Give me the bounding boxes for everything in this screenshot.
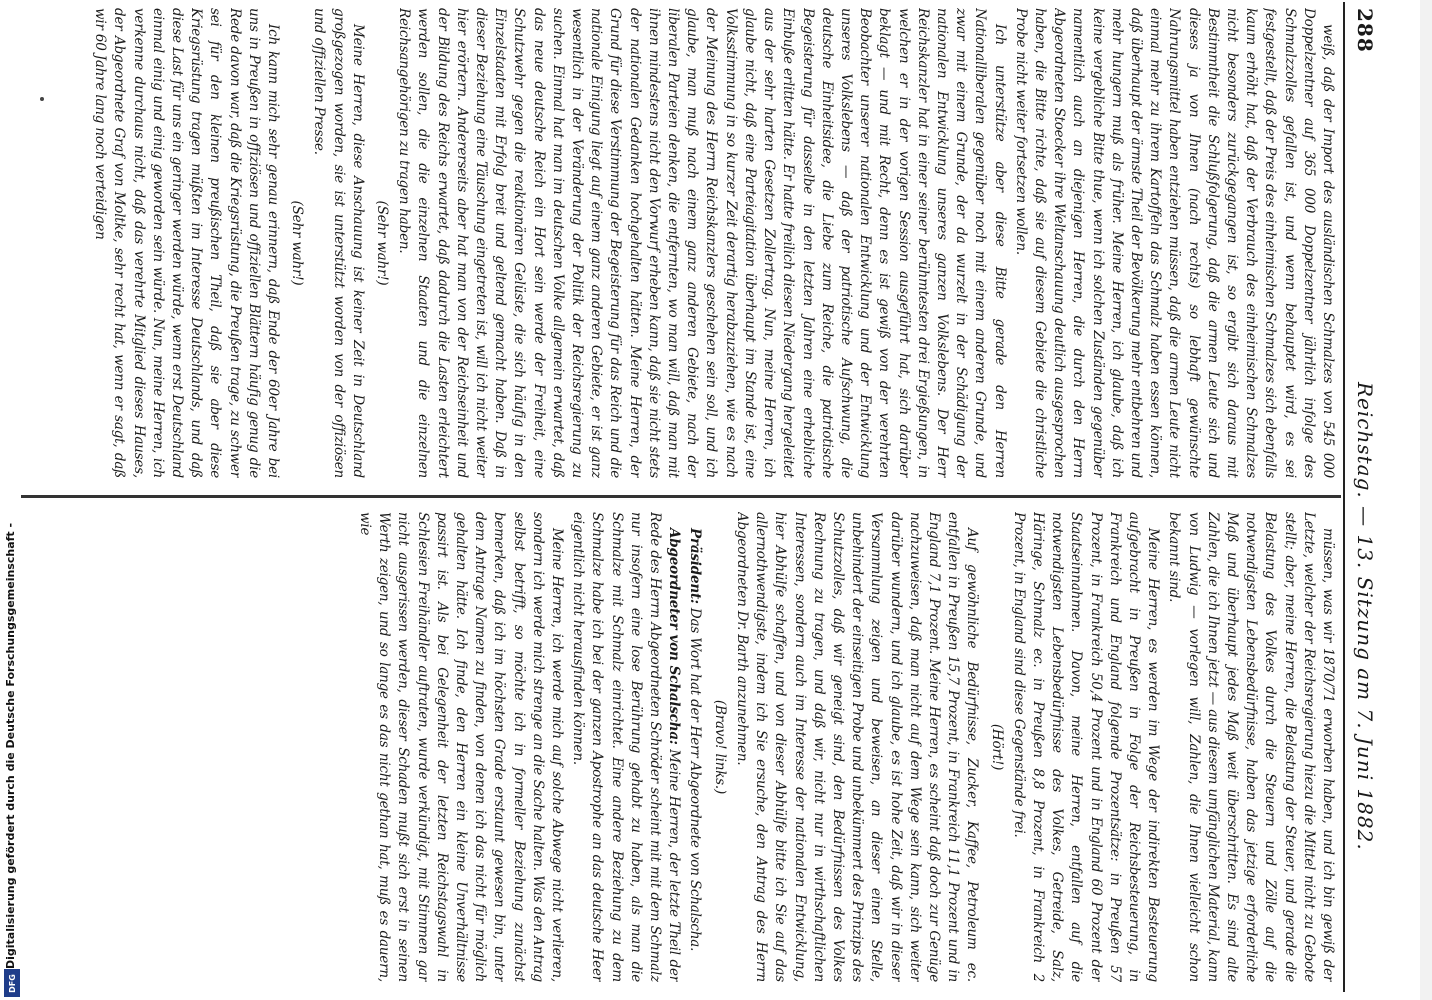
- page-number: 288: [1353, 8, 1377, 53]
- speaker-name: Abgeordneter von Schalscha:: [666, 528, 683, 745]
- scan-speck: [40, 97, 44, 101]
- page-edge: [1420, 0, 1432, 1000]
- right-text-column: [37, 512, 1337, 982]
- credit-strip: [2, 522, 22, 1000]
- speaker-paragraph: [568, 512, 683, 982]
- speaker-name: Präsident:: [687, 528, 704, 604]
- body-paragraph: Ich unterstütze aber diese Bitte gerade den Herren Nationalliberalen gegenüber noch mit einem anderen Grunde, und zwar mit einem Grunde, der da wurzelt in der Schädigung der nationalen Entwicklung unseres ganzen Volkslebens. Der Herr Reichskanzler hat in einer seiner berühmtesten drei Ergießungen, in welchen er in der vorigen Session ausgeführt hat, sich darüber beklagt — und mit Recht, denn es ist gewiß von der verehrten Beobachter unserer nationalen Entwicklung und der Entwicklung unseres Volkslebens — daß der patriotische Aufschwung, die deutsche Einheitsidee, die Liebe zum Reiche, die patriotische Begeisterung für dasselbe in den letzten Jahren eine erhebliche Einbuße erlitten hätte. Er hatte freilich diesen Niedergang hergeleitet aus der sehr harten Gesetzen Zollertrag. Nun, meine Herren, ich glaube nicht, daß eine Parteiagitation überhaupt im Stande ist, eine Volksstimmung in so kurzer Zeit derartig herabzuziehen, wie es nach der Meinung des Herrn Reichskanzlers geschehen sein soll, und ich glaube, man muß nach einem ganz anderen Gebiete, nach der liberalen Parteien denken, die entfernten, wo man will, daß man mit ihnen mindestens nicht den Vorwurf erheben kann, daß sie nicht stets der nationalen Gedanken hochgehalten hätten. Meine Herren, der Grund für diese Verstimmung der Begeisterung für das Reich und die nationale Einigung liegt auf einem ganz anderen Gebiete, er ist ganz wesentlich in der Veränderung der Politik der Reichsregierung zu suchen. Einmal hat man im deutschen Volke allgemein erwartet, daß das neue deutsche Reich ein Hort sein werde der Freiheit, eine Schutzwehr gegen die reaktionären Gelüste, die sich häufig in den Einzelstaaten mit Erfolg breit und geltend gemacht haben. Daß in dieser Beziehung eine Täuschung eingetreten ist, will ich nicht weiter hier erörtern. Andererseits aber hat man von der Reichseinheit und der Bildung des Reichs erwartet, daß dadurch die Lasten erleichtert werden sollen, die die einzelnen Staaten und die einzelnen Reichsangehörigen zu tragen haben.: [396, 8, 1008, 478]
- body-paragraph: Ich kann mich sehr genau erinnern, daß Ende der 60er Jahre bei uns in Preußen in offiziösen und offiziellen Blättern häufig genug die Rede davon war, daß die Kriegsrüstung, die Preußen trage, zu schwer sei für den kleinen preußischen Theil, daß sie aber diese Kriegsrüstung tragen müßten im Interesse Deutschlands, und daß diese Last für uns ein geringer werden würde, wenn erst Deutschland einmal einig und einig geworden sein würde. Nun, meine Herren, ich verkenne durchaus nicht, daß das verehrte Mitglied dieses Hauses, der Abgeordnete Graf von Moltke, sehr recht hat, wenn er sagt, daß wir 60 Jahre lang noch verteidigen: [92, 8, 282, 478]
- dfg-logo-text: DFG: [7, 973, 17, 993]
- body-paragraph: Meine Herren, es werden im Wege der indirekten Besteuerung aufgebracht in Preußen in Folge der Reichsbesteuerung, in Frankreich und England folgende Prozentsätze: in Preußen 57 Prozent, in Frankreich 50,4 Prozent und in England 60 Prozent der Staatseinnahmen. Davon, meine Herren, entfallen auf die notwendigsten Lebensbedürfnisse des Volkes, Getreide, Salz, Häringe, Schmalz ec. in Preußen 8,8 Prozent, in Frankreich 2 Prozent, in England sind diese Gegenstände frei.: [1010, 512, 1162, 982]
- dfg-logo-icon: [4, 969, 20, 997]
- funding-credit: Digitalisierung gefördert durch die Deutsche Forschungsgemeinschaft -: [4, 522, 17, 969]
- page-title: Reichstag. — 13. Sitzung am 7. Juni 1882.: [1353, 382, 1377, 851]
- body-paragraph: Auf gewöhnliche Bedürfnisse, Zucker, Kaffee, Petroleum ec. entfallen in Preußen 15,7 Prozent, in Frankreich 11,1 Prozent und in England 7,1 Prozent. Meine Herren, es scheint daß doch zur Genüge nachzuweisen, daß man nicht auf dem Wege sein kann, sich weiter darüber wundern, und ich glaube, es ist hohe Zeit, daß wir in dieser Versammlung zeigen und beweisen, an dieser einen Stelle, unbehindert der einseitigen Probe und unbekümmert des Prinzips des Schutzzolles, daß wir geneigt sind, den Bedürfnissen des Volkes Rechnung zu tragen, und daß wir, nicht nur in wirthschaftlichen Interessen, sondern auch im Interesse der nationalen Entwicklung, hier Abhülfe schaffen, und von dieser Abhülfe bitte ich Sie auf das allernothwendigste, indem ich Sie ersuche, den Antrag des Herrn Abgeordneten Dr. Barth anzunehmen.: [733, 512, 981, 982]
- rotated-page: [14, 2, 1389, 992]
- speaker-text: Meine Herren, der letzte Theil der Rede des Herrn Abgeordneten Schröder scheint mit mit dem Schmalz nur insofern eine lose Berührung gehabt zu haben, als man die Schmalze mit Schmalz einrichtet. Eine andere Beziehung zu dem Schmalze habe ich bei der ganzen Apostrophe an das deutsche Heer eigentlich nicht herausfinden können.: [570, 512, 683, 982]
- body-paragraph: müssen, was wir 1870/71 erworben haben, und ich bin gewiß der Letzte, welcher der Reichsregierung hiezu die Mittel nicht zu Gebote stellt; aber, meine Herren, die Belastung der Steuer, und gerade die Belastung des Volkes durch die Steuern und Zölle auf die notwendigsten Lebensbedürfnisse, haben das jetzige erforderliche Maß und überhaupt jedes Maß weit überschritten. Es sind alte Zahlen, die ich Ihnen jetzt — aus diesem umfänglichen Material, kann von Ludwig — vorlegen will, Zahlen, die Ihnen vielleicht schon bekannt sind.: [1166, 512, 1336, 982]
- column-divider: [21, 495, 1341, 498]
- body-paragraph: weiß, daß der Import des ausländischen Schmalzes von 545 000 Doppelzentner auf 365 000 Doppelzentner jährlich infolge des Schmalzzolles gefallen ist, und wenn behauptet wird, es sei festgestellt, daß der Preis des einheimischen Schmalzes sich ebenfalls kaum erhöht hat, daß der Verbrauch des einheimischen Schmalzes nicht besonders zurückgegangen ist, so ergibt sich daraus mit Bestimmtheit die Schlußfolgerung, daß die armen Leute sich und dieses ja von Ihnen (nach rechts) so lebhaft gewünschte Nahrungsmittel haben entziehen müssen, daß die armen Leute nicht einmal mehr zu ihrem Kartoffeln das Schmalz haben essen können, daß überhaupt der ärmste Theil der Bevölkerung mehr entbehren und mehr hungern muß als früher. Meine Herren, ich glaube, daß ich keine vergebliche Bitte thue, wenn ich solchen Zuständen gegenüber namentlich auch an diejenigen Herren, die durch den Herrn Abgeordneten Stoecker ihre Weltanschauung deutlich ausgesprochen haben, die Bitte richte, daß sie auf diesem Gebiete die christliche Probe nicht weiter fortsetzen wollen.: [1012, 8, 1336, 478]
- speaker-text: Das Wort hat der Herr Abgeordnete von Schalscha.: [687, 603, 704, 952]
- body-paragraph: Meine Herren, ich werde mich auf solche Abwege nicht verlieren, sondern ich werde mich strenge an die Sache halten. Was den Antrag selbst betrifft, so möchte ich in formeller Beziehung zunächst bemerken, daß ich im höchsten Grade erstaunt gewesen bin, unter dem Antrage Namen zu finden, von denen ich das nicht für möglich gehalten hätte. Ich finde, den Herren ein kleine Unverhältnisse passirt ist. Als bei Gelegenheit der letzten Reichstagswahl in Schlesien Freihändler auftraten, wurde verkündigt, mit Stimmen gar nicht ausgerissen werden, dieser Schaden mußt sich erst in seinen Werth zeigen, und so lange es das nicht gethan hat, muß es dauern, wie: [357, 512, 566, 982]
- body-paragraph: Meine Herren, diese Anschauung ist keiner Zeit in Deutschland großgezogen worden, sie ist unterstützt worden von der offiziösen und offiziellen Presse.: [311, 8, 366, 478]
- interjection: (Sehr wahr!): [289, 200, 306, 286]
- interjection: (Bravo! links.): [711, 699, 728, 795]
- interjection: (Hört!): [988, 723, 1005, 771]
- left-text-column: [37, 8, 1337, 478]
- header-divider: [1343, 2, 1345, 992]
- interjection: (Sehr wahr!): [374, 200, 391, 286]
- page-header: [1341, 2, 1381, 992]
- speaker-paragraph: [685, 512, 704, 982]
